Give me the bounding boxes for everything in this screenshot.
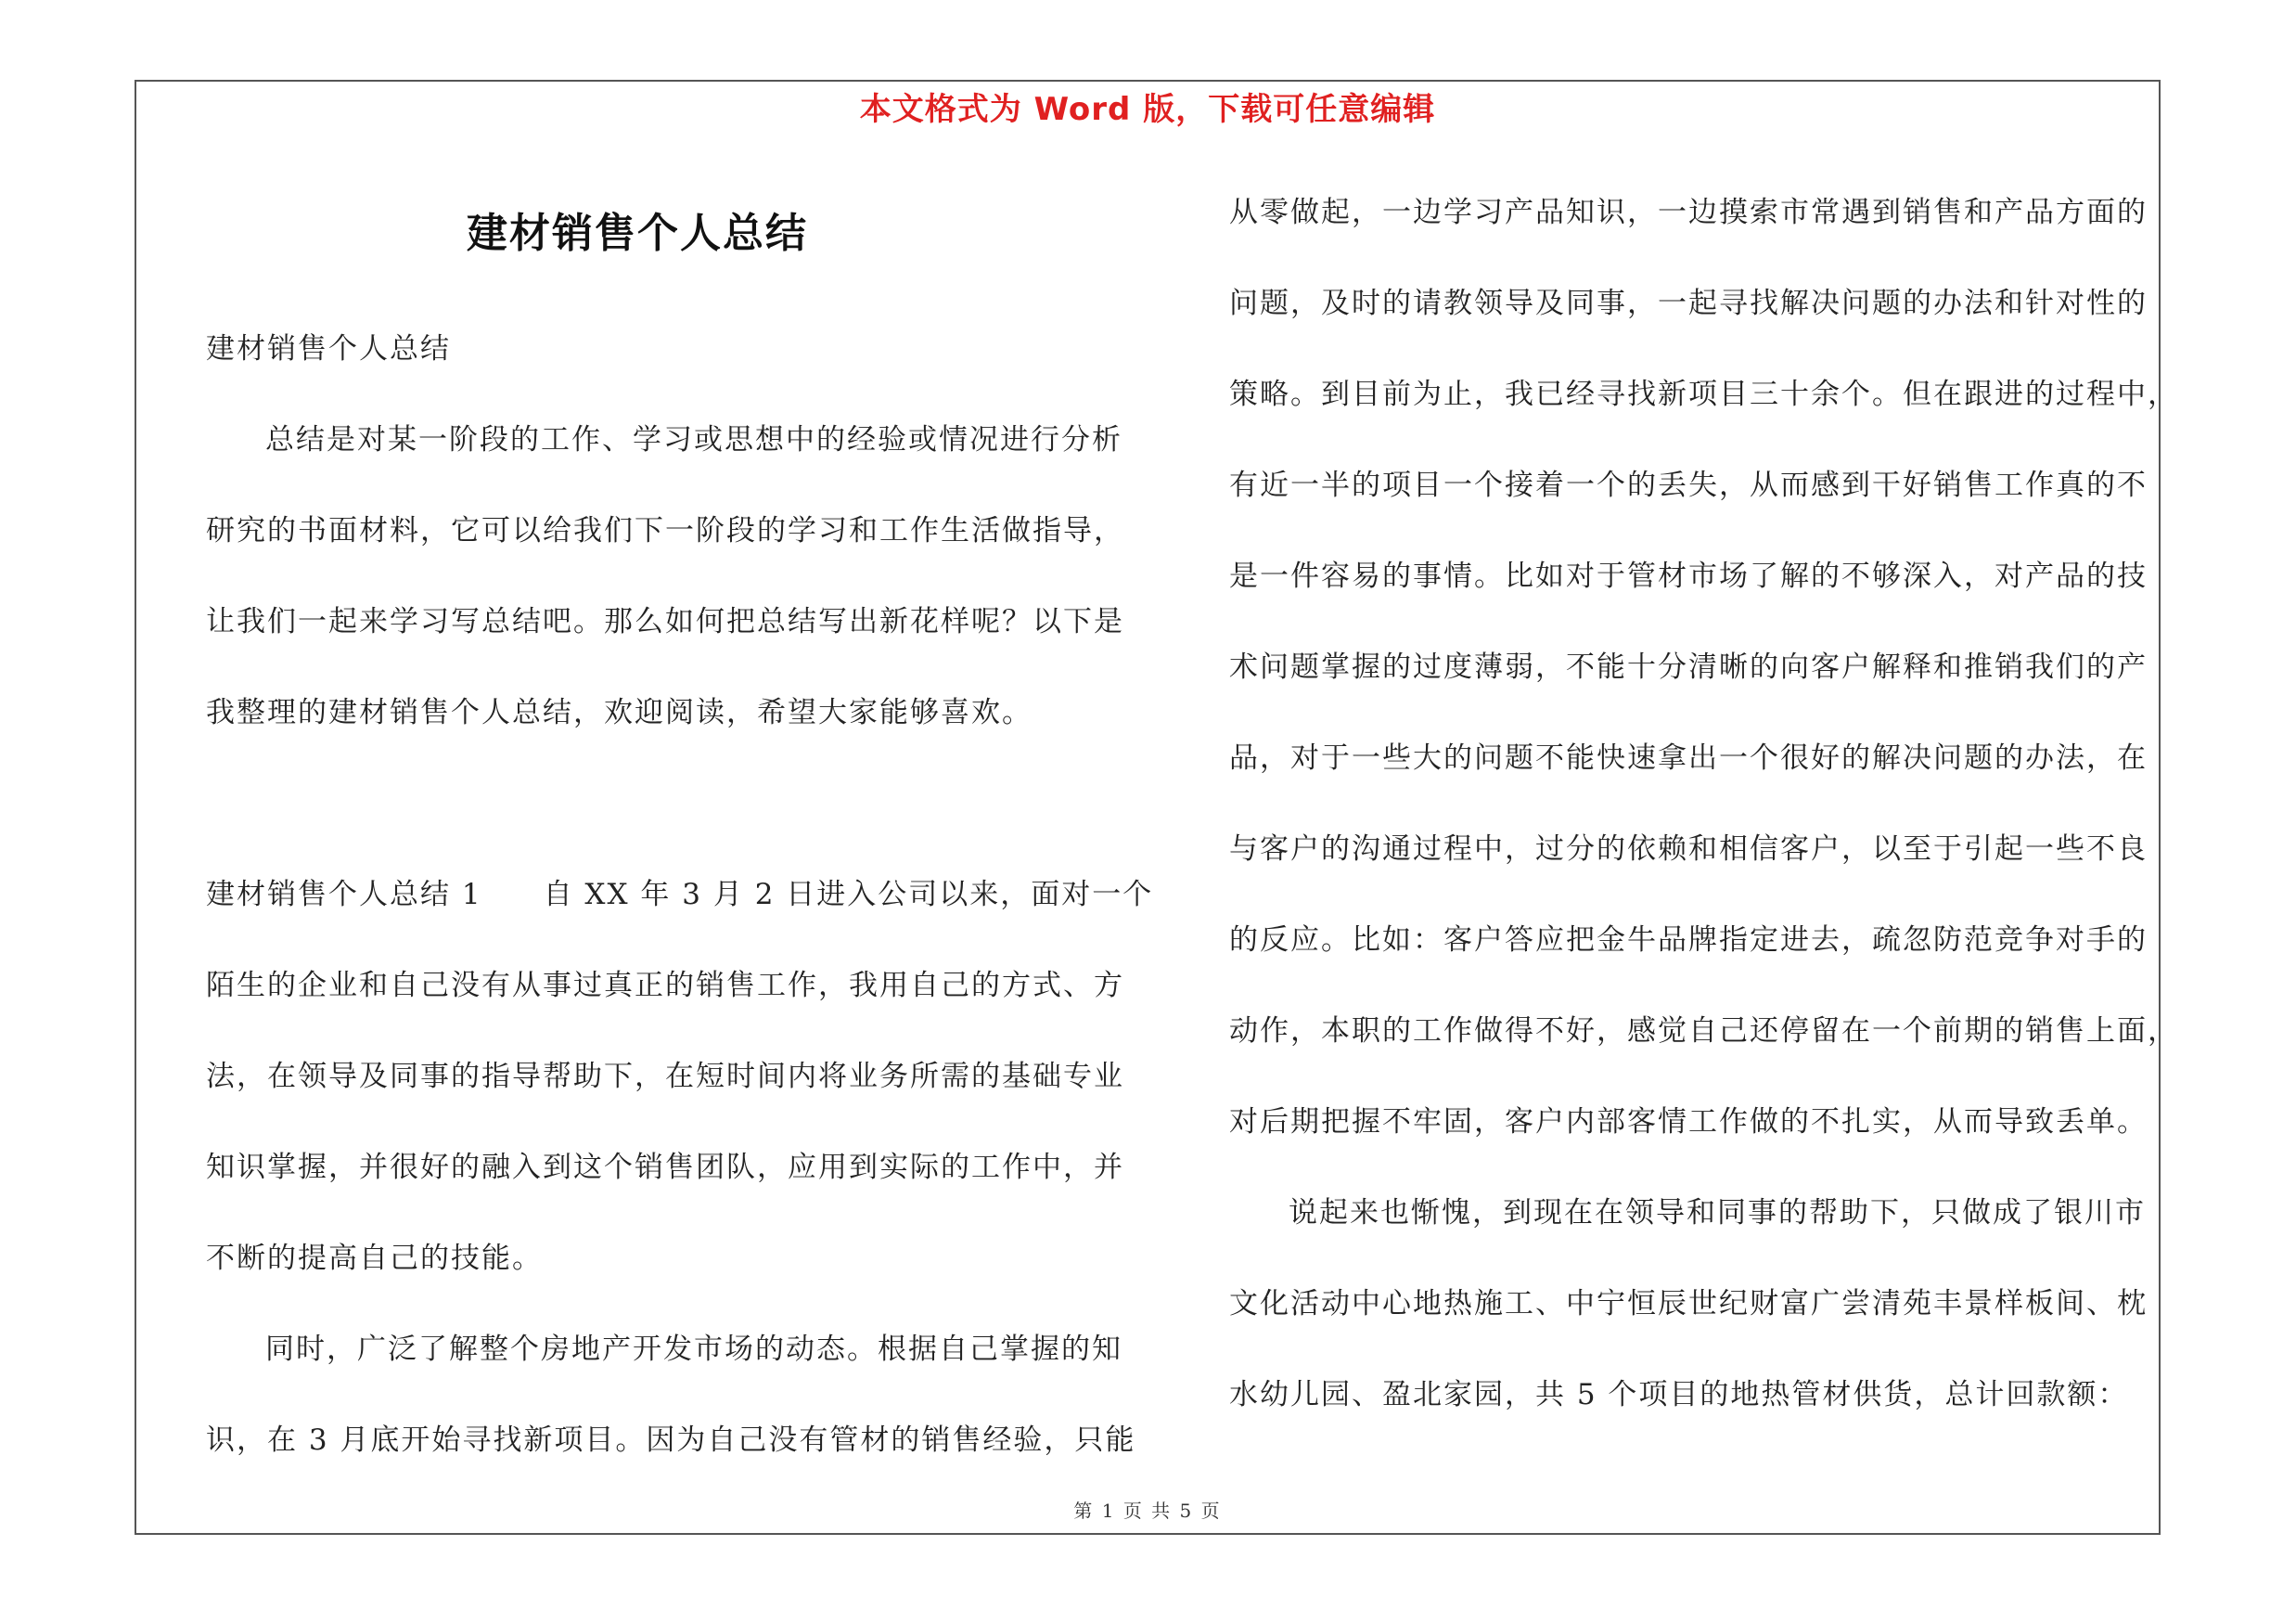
paragraph-line: 水幼儿园、盈北家园，共 5 个项目的地热管材供货，总计回款额： [1229, 1378, 2129, 1411]
paragraph-line: 法，在领导及同事的指导帮助下，在短时间内将业务所需的基础专业 [206, 1060, 1124, 1093]
paragraph-line: 问题，及时的请教领导及同事，一起寻找解决问题的办法和针对性的 [1229, 287, 2148, 320]
paragraph-line: 动作，本职的工作做得不好，感觉自己还停留在一个前期的销售上面， [1229, 1014, 2178, 1048]
paragraph-line: 有近一半的项目一个接着一个的丢失，从而感到干好销售工作真的不 [1229, 469, 2148, 502]
paragraph-line: 我整理的建材销售个人总结，欢迎阅读，希望大家能够喜欢。 [206, 696, 1033, 729]
paragraph-line: 与客户的沟通过程中，过分的依赖和相信客户，以至于引起一些不良 [1229, 832, 2148, 866]
paragraph-line: 建材销售个人总结 [206, 332, 451, 366]
paragraph-line: 从零做起，一边学习产品知识，一边摸索市常遇到销售和产品方面的 [1229, 196, 2148, 229]
paragraph-line: 总结是对某一阶段的工作、学习或思想中的经验或情况进行分析 [265, 423, 1122, 457]
paragraph-line: 陌生的企业和自己没有从事过真正的销售工作，我用自己的方式、方 [206, 969, 1124, 1002]
paragraph-line: 不断的提高自己的技能。 [206, 1242, 543, 1275]
paragraph-line: 的反应。比如：客户答应把金牛品牌指定进去，疏忽防范竞争对手的 [1229, 923, 2148, 957]
page-number: 第 1 页 共 5 页 [1073, 1500, 1222, 1522]
paragraph-line: 策略。到目前为止，我已经寻找新项目三十余个。但在跟进的过程中， [1229, 378, 2178, 411]
paragraph-line: 建材销售个人总结 1 自 XX 年 3 月 2 日进入公司以来，面对一个 [206, 878, 1154, 911]
document-title: 建材销售个人总结 [467, 210, 808, 257]
paragraph-line: 是一件容易的事情。比如对于管材市场了解的不够深入，对产品的技 [1229, 560, 2148, 593]
paragraph-line: 同时，广泛了解整个房地产开发市场的动态。根据自己掌握的知 [265, 1333, 1122, 1366]
paragraph-line: 对后期把握不牢固，客户内部客情工作做的不扎实，从而导致丢单。 [1229, 1105, 2148, 1139]
paragraph-line: 品，对于一些大的问题不能快速拿出一个很好的解决问题的办法，在 [1229, 741, 2148, 775]
editable-banner: 本文格式为 Word 版，下载可任意编辑 [859, 91, 1436, 128]
paragraph-line: 知识掌握，并很好的融入到这个销售团队，应用到实际的工作中，并 [206, 1151, 1124, 1184]
paragraph-line: 识，在 3 月底开始寻找新项目。因为自己没有管材的销售经验，只能 [206, 1423, 1136, 1457]
paragraph-line: 文化活动中心地热施工、中宁恒辰世纪财富广尝清苑丰景样板间、枕 [1229, 1287, 2148, 1320]
paragraph-line: 说起来也惭愧，到现在在领导和同事的帮助下，只做成了银川市 [1289, 1196, 2146, 1230]
paragraph-line: 研究的书面材料，它可以给我们下一阶段的学习和工作生活做指导， [206, 514, 1124, 547]
paragraph-line: 让我们一起来学习写总结吧。那么如何把总结写出新花样呢？以下是 [206, 605, 1124, 638]
paragraph-line: 术问题掌握的过度薄弱，不能十分清晰的向客户解释和推销我们的产 [1229, 650, 2148, 684]
